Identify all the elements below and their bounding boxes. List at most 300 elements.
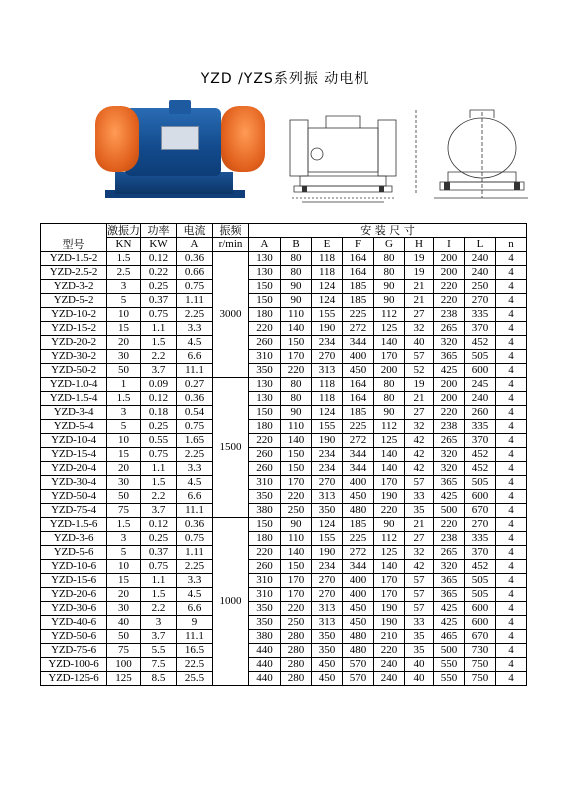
value-cell: 150	[281, 560, 312, 574]
value-cell: 225	[343, 420, 374, 434]
header-current: 电流	[177, 224, 213, 238]
value-cell: 4	[496, 420, 527, 434]
value-cell: 505	[465, 574, 496, 588]
header-dim-l: L	[465, 238, 496, 252]
value-cell: 100	[107, 658, 141, 672]
value-cell: 2.2	[141, 602, 177, 616]
value-cell: 500	[434, 644, 465, 658]
value-cell: 350	[249, 616, 281, 630]
value-cell: 200	[434, 378, 465, 392]
table-row	[41, 308, 527, 322]
value-cell: 27	[405, 308, 434, 322]
value-cell: 170	[374, 476, 405, 490]
value-cell: 240	[465, 266, 496, 280]
value-cell: 4	[496, 630, 527, 644]
value-cell: 110	[281, 532, 312, 546]
value-cell: 350	[312, 644, 343, 658]
value-cell: 730	[465, 644, 496, 658]
value-cell: 190	[374, 616, 405, 630]
value-cell: 265	[434, 322, 465, 336]
value-cell: 170	[281, 574, 312, 588]
value-cell: 220	[434, 294, 465, 308]
value-cell: 310	[249, 350, 281, 364]
motor-photo	[95, 96, 267, 204]
value-cell: 450	[312, 672, 343, 686]
model-cell: YZD-30-4	[41, 476, 107, 490]
value-cell: 335	[465, 532, 496, 546]
value-cell: 140	[374, 448, 405, 462]
value-cell: 125	[374, 546, 405, 560]
value-cell: 4	[496, 266, 527, 280]
value-cell: 0.55	[141, 434, 177, 448]
value-cell: 130	[249, 266, 281, 280]
value-cell: 150	[281, 336, 312, 350]
value-cell: 4	[496, 434, 527, 448]
value-cell: 118	[312, 378, 343, 392]
value-cell: 505	[465, 476, 496, 490]
header-force-unit: KN	[107, 238, 141, 252]
value-cell: 570	[343, 672, 374, 686]
value-cell: 3.7	[141, 364, 177, 378]
table-row	[41, 322, 527, 336]
value-cell: 265	[434, 434, 465, 448]
value-cell: 2.2	[141, 350, 177, 364]
value-cell: 0.54	[177, 406, 213, 420]
value-cell: 0.66	[177, 266, 213, 280]
value-cell: 350	[249, 364, 281, 378]
model-cell: YZD-20-6	[41, 588, 107, 602]
model-cell: YZD-30-2	[41, 350, 107, 364]
value-cell: 2.2	[141, 490, 177, 504]
table-row	[41, 392, 527, 406]
value-cell: 1.5	[141, 336, 177, 350]
value-cell: 600	[465, 490, 496, 504]
value-cell: 313	[312, 616, 343, 630]
value-cell: 130	[249, 392, 281, 406]
value-cell: 124	[312, 294, 343, 308]
value-cell: 310	[249, 476, 281, 490]
value-cell: 155	[312, 308, 343, 322]
value-cell: 350	[249, 602, 281, 616]
value-cell: 1.5	[107, 252, 141, 266]
value-cell: 10	[107, 560, 141, 574]
model-cell: YZD-50-2	[41, 364, 107, 378]
value-cell: 140	[281, 546, 312, 560]
value-cell: 57	[405, 588, 434, 602]
table-row	[41, 294, 527, 308]
value-cell: 30	[107, 476, 141, 490]
value-cell: 240	[465, 252, 496, 266]
model-cell: YZD-15-6	[41, 574, 107, 588]
value-cell: 0.75	[141, 308, 177, 322]
value-cell: 190	[374, 490, 405, 504]
value-cell: 1.5	[107, 392, 141, 406]
value-cell: 27	[405, 406, 434, 420]
value-cell: 4	[496, 504, 527, 518]
value-cell: 400	[343, 574, 374, 588]
value-cell: 272	[343, 434, 374, 448]
value-cell: 0.12	[141, 518, 177, 532]
value-cell: 400	[343, 588, 374, 602]
header-dim-f: F	[343, 238, 374, 252]
value-cell: 272	[343, 546, 374, 560]
value-cell: 164	[343, 378, 374, 392]
value-cell: 3.7	[141, 630, 177, 644]
value-cell: 3	[107, 280, 141, 294]
value-cell: 42	[405, 462, 434, 476]
value-cell: 450	[343, 364, 374, 378]
value-cell: 225	[343, 308, 374, 322]
value-cell: 80	[281, 266, 312, 280]
value-cell: 260	[249, 462, 281, 476]
value-cell: 320	[434, 560, 465, 574]
value-cell: 19	[405, 378, 434, 392]
motor-nameplate	[161, 126, 199, 150]
value-cell: 350	[312, 504, 343, 518]
value-cell: 155	[312, 420, 343, 434]
value-cell: 21	[405, 518, 434, 532]
value-cell: 170	[281, 476, 312, 490]
value-cell: 185	[343, 294, 374, 308]
value-cell: 425	[434, 490, 465, 504]
value-cell: 1.5	[141, 588, 177, 602]
value-cell: 57	[405, 574, 434, 588]
value-cell: 3	[107, 532, 141, 546]
value-cell: 180	[249, 532, 281, 546]
value-cell: 260	[249, 560, 281, 574]
value-cell: 140	[281, 322, 312, 336]
value-cell: 313	[312, 364, 343, 378]
value-cell: 35	[405, 630, 434, 644]
value-cell: 0.25	[141, 532, 177, 546]
value-cell: 0.75	[177, 532, 213, 546]
value-cell: 6.6	[177, 490, 213, 504]
motor-right-cover	[221, 106, 265, 172]
value-cell: 440	[249, 672, 281, 686]
value-cell: 125	[374, 322, 405, 336]
value-cell: 21	[405, 294, 434, 308]
value-cell: 90	[281, 406, 312, 420]
value-cell: 600	[465, 602, 496, 616]
value-cell: 7.5	[141, 658, 177, 672]
value-cell: 118	[312, 252, 343, 266]
header-power-unit: KW	[141, 238, 177, 252]
value-cell: 4	[496, 518, 527, 532]
header-speed: 振频	[213, 224, 249, 238]
table-row	[41, 490, 527, 504]
value-cell: 505	[465, 588, 496, 602]
value-cell: 0.37	[141, 546, 177, 560]
value-cell: 4	[496, 406, 527, 420]
value-cell: 365	[434, 588, 465, 602]
value-cell: 200	[434, 252, 465, 266]
table-row	[41, 602, 527, 616]
value-cell: 5	[107, 546, 141, 560]
model-cell: YZD-3-6	[41, 532, 107, 546]
table-row	[41, 658, 527, 672]
value-cell: 335	[465, 420, 496, 434]
table-row	[41, 518, 527, 532]
value-cell: 4	[496, 574, 527, 588]
value-cell: 3.3	[177, 322, 213, 336]
value-cell: 20	[107, 588, 141, 602]
model-cell: YZD-5-2	[41, 294, 107, 308]
value-cell: 90	[281, 518, 312, 532]
value-cell: 370	[465, 546, 496, 560]
value-cell: 480	[343, 644, 374, 658]
value-cell: 19	[405, 266, 434, 280]
value-cell: 600	[465, 364, 496, 378]
value-cell: 32	[405, 420, 434, 434]
table-row	[41, 336, 527, 350]
table-row	[41, 616, 527, 630]
value-cell: 170	[281, 350, 312, 364]
value-cell: 125	[374, 434, 405, 448]
value-cell: 0.12	[141, 252, 177, 266]
value-cell: 11.1	[177, 364, 213, 378]
value-cell: 130	[249, 252, 281, 266]
value-cell: 6.6	[177, 602, 213, 616]
page-title: YZD /YZS系列振 动电机	[200, 71, 370, 87]
value-cell: 344	[343, 336, 374, 350]
value-cell: 240	[374, 672, 405, 686]
value-cell: 42	[405, 448, 434, 462]
value-cell: 90	[374, 406, 405, 420]
value-cell: 80	[374, 378, 405, 392]
value-cell: 234	[312, 448, 343, 462]
header-dim-g: G	[374, 238, 405, 252]
table-row	[41, 350, 527, 364]
value-cell: 57	[405, 602, 434, 616]
value-cell: 1	[107, 378, 141, 392]
value-cell: 155	[312, 532, 343, 546]
value-cell: 140	[374, 560, 405, 574]
value-cell: 0.36	[177, 252, 213, 266]
end-view-drawing	[410, 102, 534, 206]
value-cell: 240	[374, 658, 405, 672]
value-cell: 220	[281, 490, 312, 504]
value-cell: 220	[434, 518, 465, 532]
value-cell: 452	[465, 560, 496, 574]
value-cell: 425	[434, 364, 465, 378]
value-cell: 260	[249, 448, 281, 462]
value-cell: 150	[249, 406, 281, 420]
value-cell: 245	[465, 378, 496, 392]
value-cell: 5	[107, 294, 141, 308]
value-cell: 500	[434, 504, 465, 518]
header-dim-b: B	[281, 238, 312, 252]
value-cell: 125	[107, 672, 141, 686]
value-cell: 140	[281, 434, 312, 448]
value-cell: 33	[405, 490, 434, 504]
value-cell: 0.75	[177, 280, 213, 294]
value-cell: 10	[107, 308, 141, 322]
value-cell: 190	[374, 602, 405, 616]
value-cell: 260	[465, 406, 496, 420]
value-cell: 40	[405, 336, 434, 350]
value-cell: 5.5	[141, 644, 177, 658]
value-cell: 4.5	[177, 588, 213, 602]
table-row	[41, 504, 527, 518]
value-cell: 450	[312, 658, 343, 672]
value-cell: 2.25	[177, 560, 213, 574]
value-cell: 32	[405, 546, 434, 560]
value-cell: 20	[107, 336, 141, 350]
value-cell: 15	[107, 574, 141, 588]
value-cell: 2.5	[107, 266, 141, 280]
value-cell: 16.5	[177, 644, 213, 658]
value-cell: 190	[312, 322, 343, 336]
model-cell: YZD-40-6	[41, 616, 107, 630]
value-cell: 4	[496, 588, 527, 602]
value-cell: 2.25	[177, 448, 213, 462]
value-cell: 0.22	[141, 266, 177, 280]
value-cell: 670	[465, 630, 496, 644]
value-cell: 0.27	[177, 378, 213, 392]
specification-table	[40, 223, 527, 686]
side-view-drawing	[286, 102, 400, 206]
value-cell: 11.1	[177, 504, 213, 518]
value-cell: 4	[496, 476, 527, 490]
value-cell: 1.1	[141, 574, 177, 588]
value-cell: 0.75	[141, 448, 177, 462]
value-cell: 2.25	[177, 308, 213, 322]
model-cell: YZD-100-6	[41, 658, 107, 672]
value-cell: 4	[496, 448, 527, 462]
value-cell: 380	[249, 504, 281, 518]
value-cell: 190	[312, 546, 343, 560]
value-cell: 250	[281, 504, 312, 518]
value-cell: 450	[343, 490, 374, 504]
value-cell: 505	[465, 350, 496, 364]
value-cell: 425	[434, 616, 465, 630]
header-install-dims: 安 装 尺 寸	[249, 224, 527, 238]
value-cell: 344	[343, 462, 374, 476]
value-cell: 270	[312, 588, 343, 602]
value-cell: 140	[374, 336, 405, 350]
value-cell: 15	[107, 322, 141, 336]
table-row	[41, 420, 527, 434]
value-cell: 280	[281, 658, 312, 672]
value-cell: 1.5	[141, 476, 177, 490]
value-cell: 4	[496, 532, 527, 546]
value-cell: 260	[249, 336, 281, 350]
value-cell: 4.5	[177, 476, 213, 490]
value-cell: 0.37	[141, 294, 177, 308]
header-power: 功率	[141, 224, 177, 238]
value-cell: 150	[281, 448, 312, 462]
header-model: 型号	[41, 224, 107, 252]
value-cell: 344	[343, 560, 374, 574]
value-cell: 22.5	[177, 658, 213, 672]
value-cell: 124	[312, 518, 343, 532]
value-cell: 270	[312, 476, 343, 490]
value-cell: 320	[434, 336, 465, 350]
speed-cell: 3000	[213, 252, 249, 378]
value-cell: 75	[107, 504, 141, 518]
model-cell: YZD-75-4	[41, 504, 107, 518]
value-cell: 220	[374, 504, 405, 518]
value-cell: 112	[374, 420, 405, 434]
value-cell: 15	[107, 448, 141, 462]
model-cell: YZD-15-4	[41, 448, 107, 462]
value-cell: 550	[434, 658, 465, 672]
value-cell: 344	[343, 448, 374, 462]
value-cell: 450	[343, 602, 374, 616]
value-cell: 110	[281, 420, 312, 434]
value-cell: 190	[312, 434, 343, 448]
value-cell: 3	[141, 616, 177, 630]
value-cell: 124	[312, 280, 343, 294]
value-cell: 42	[405, 434, 434, 448]
value-cell: 365	[434, 350, 465, 364]
model-cell: YZD-3-2	[41, 280, 107, 294]
value-cell: 0.09	[141, 378, 177, 392]
value-cell: 6.6	[177, 350, 213, 364]
value-cell: 4	[496, 252, 527, 266]
value-cell: 400	[343, 476, 374, 490]
value-cell: 220	[374, 644, 405, 658]
value-cell: 50	[107, 490, 141, 504]
value-cell: 10	[107, 434, 141, 448]
value-cell: 0.25	[141, 280, 177, 294]
model-cell: YZD-1.5-6	[41, 518, 107, 532]
value-cell: 180	[249, 308, 281, 322]
value-cell: 225	[343, 532, 374, 546]
value-cell: 4.5	[177, 336, 213, 350]
value-cell: 180	[249, 420, 281, 434]
value-cell: 365	[434, 476, 465, 490]
header-dim-i: I	[434, 238, 465, 252]
value-cell: 425	[434, 602, 465, 616]
model-cell: YZD-10-6	[41, 560, 107, 574]
value-cell: 550	[434, 672, 465, 686]
value-cell: 150	[249, 294, 281, 308]
header-force: 激振力	[107, 224, 140, 237]
value-cell: 112	[374, 308, 405, 322]
value-cell: 0.25	[141, 420, 177, 434]
value-cell: 80	[374, 266, 405, 280]
value-cell: 1.1	[141, 462, 177, 476]
value-cell: 370	[465, 434, 496, 448]
value-cell: 440	[249, 658, 281, 672]
value-cell: 164	[343, 266, 374, 280]
value-cell: 210	[374, 630, 405, 644]
value-cell: 1.1	[141, 322, 177, 336]
value-cell: 380	[249, 630, 281, 644]
header-dim-n: n	[496, 238, 527, 252]
model-cell: YZD-15-2	[41, 322, 107, 336]
value-cell: 240	[465, 392, 496, 406]
value-cell: 220	[249, 546, 281, 560]
value-cell: 140	[374, 462, 405, 476]
table-row	[41, 266, 527, 280]
value-cell: 0.36	[177, 518, 213, 532]
value-cell: 310	[249, 588, 281, 602]
model-cell: YZD-125-6	[41, 672, 107, 686]
table-row	[41, 462, 527, 476]
value-cell: 750	[465, 658, 496, 672]
value-cell: 400	[343, 350, 374, 364]
value-cell: 150	[249, 518, 281, 532]
value-cell: 90	[374, 294, 405, 308]
value-cell: 220	[249, 434, 281, 448]
value-cell: 50	[107, 364, 141, 378]
model-cell: YZD-3-4	[41, 406, 107, 420]
model-cell: YZD-5-4	[41, 420, 107, 434]
table-row	[41, 672, 527, 686]
model-cell: YZD-20-4	[41, 462, 107, 476]
